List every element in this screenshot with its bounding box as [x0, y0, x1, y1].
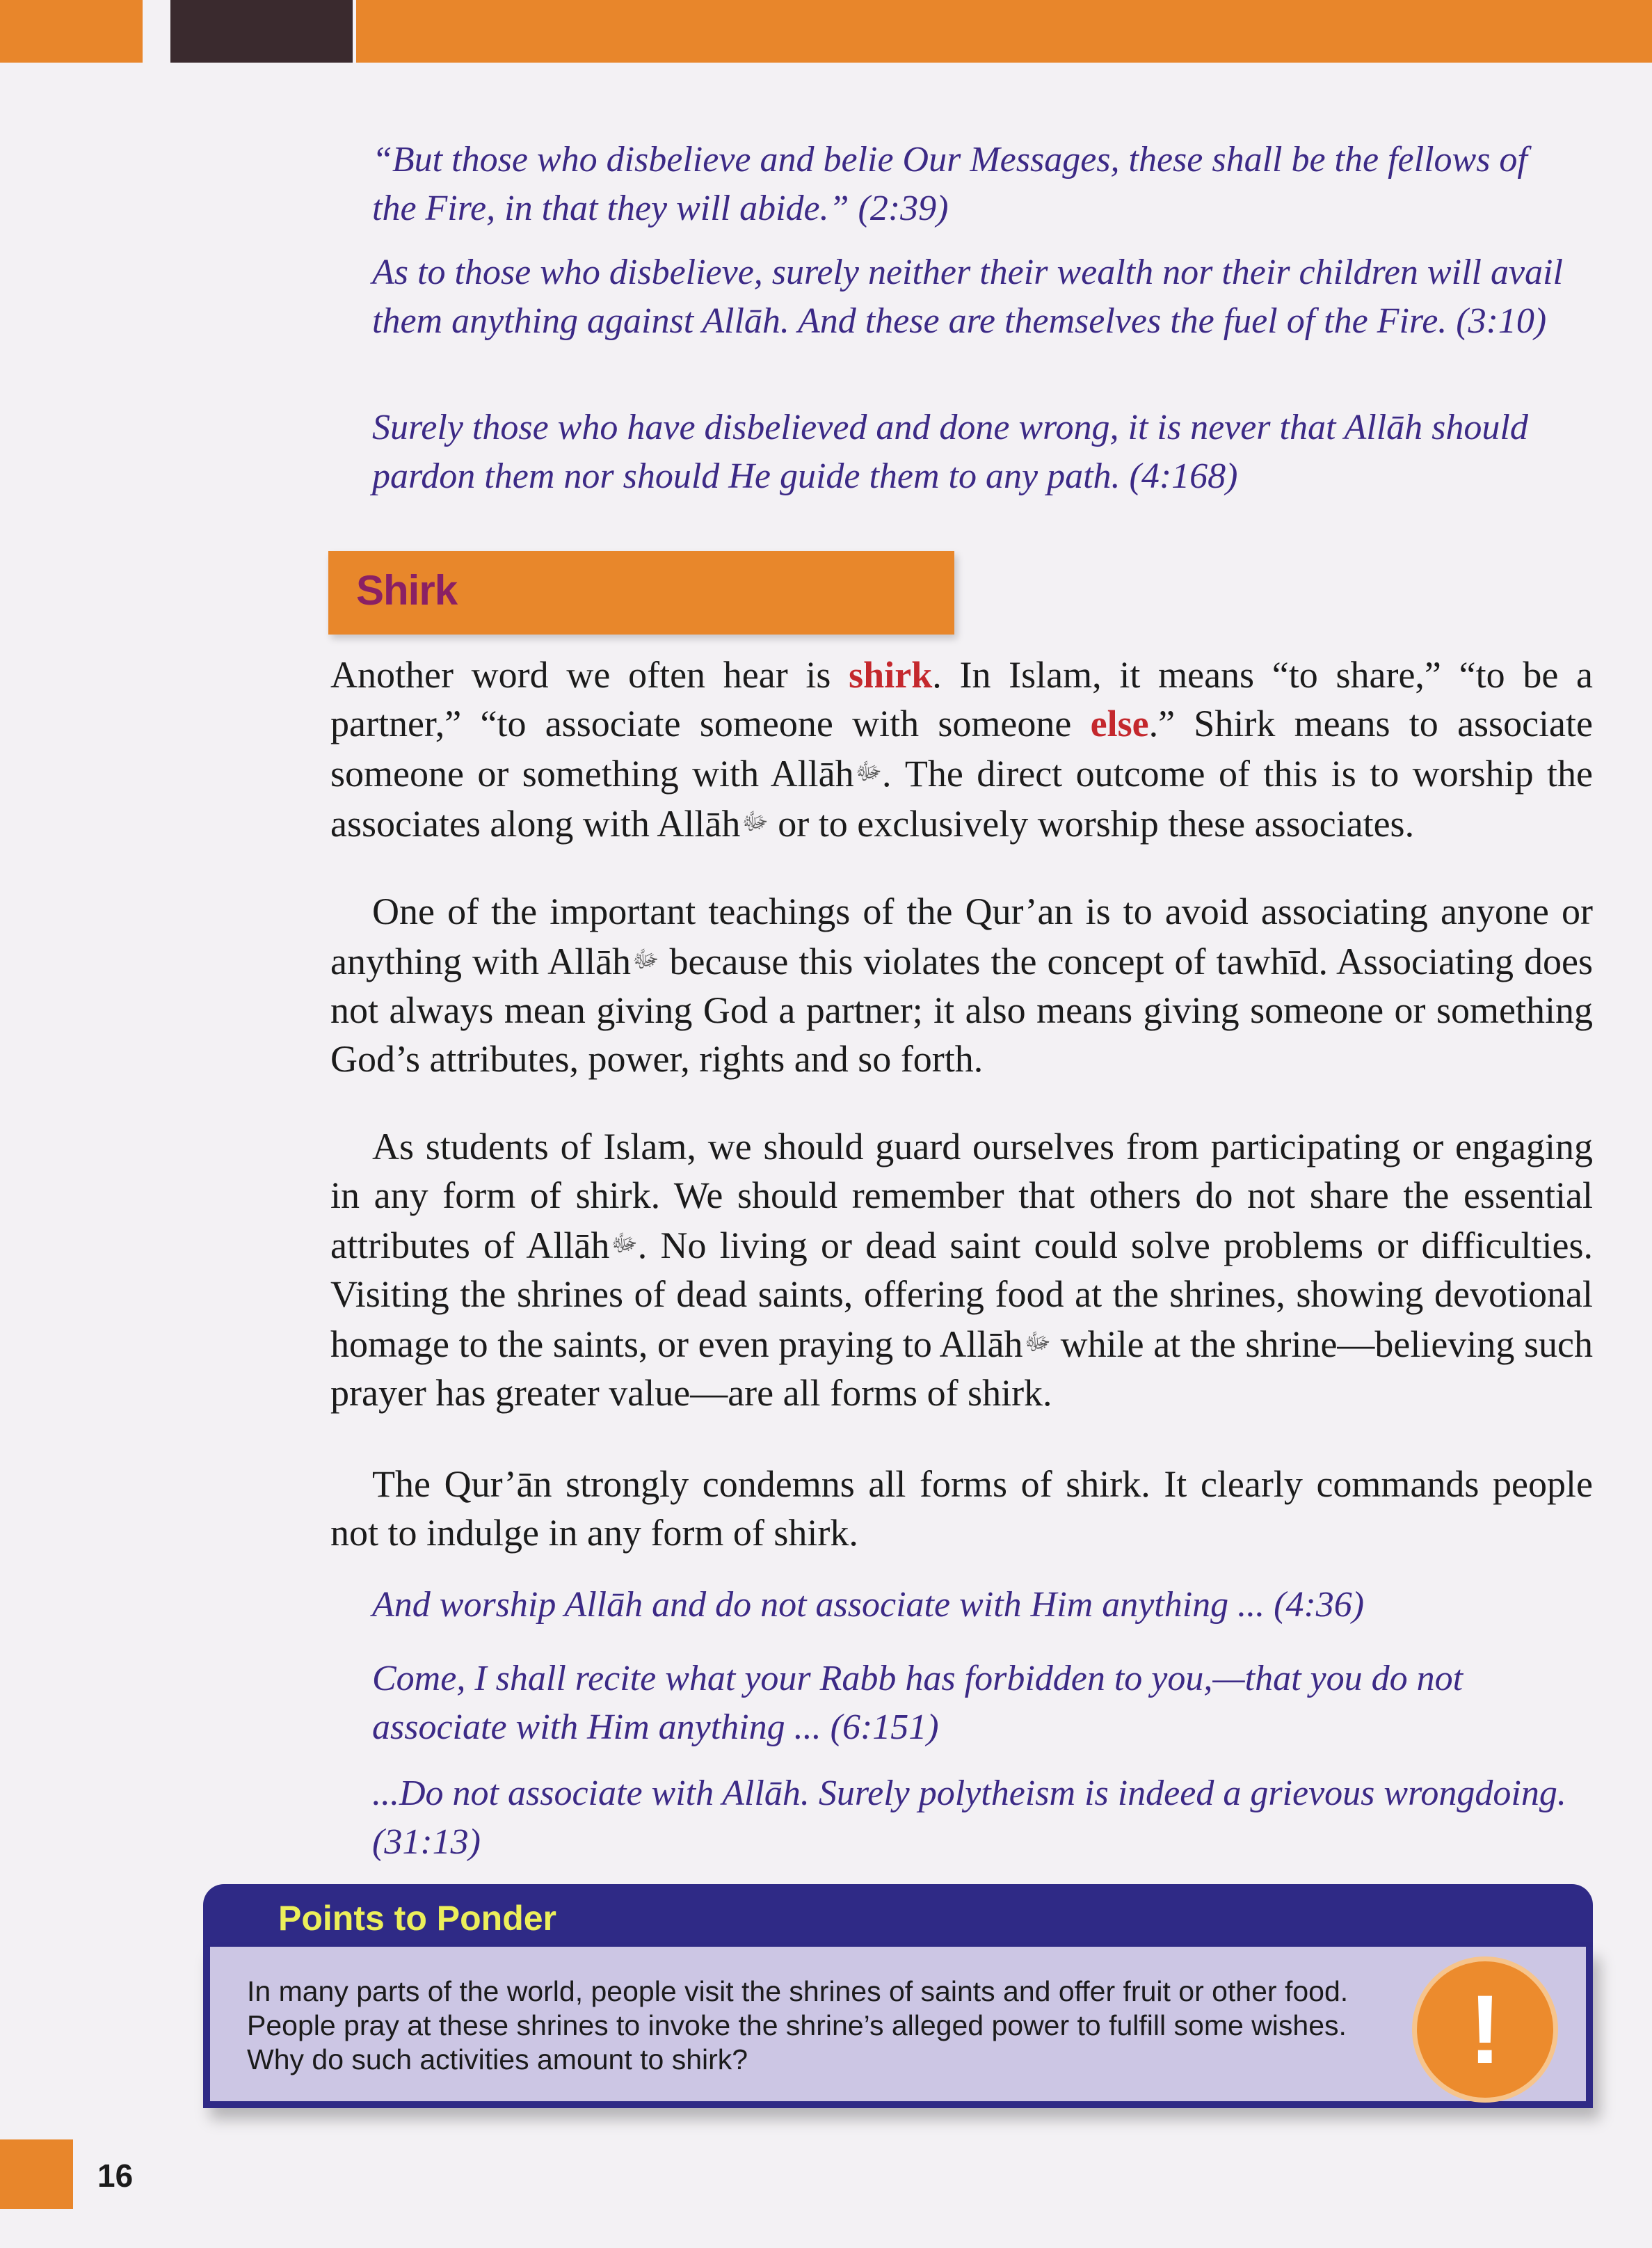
honorific-glyph: ﷻ	[611, 1231, 638, 1257]
page-tab	[0, 2139, 73, 2209]
points-to-ponder-title: Points to Ponder	[278, 1899, 556, 1938]
page-number: 16	[97, 2158, 134, 2194]
paragraph-quran-condemns: The Qur’ān strongly condemns all forms of shirk. It clearly commands people not to indulge in any form of shirk.	[330, 1463, 1593, 1554]
top-thumbnail-image	[170, 0, 353, 63]
exclamation-icon: !	[1412, 1956, 1558, 2103]
points-to-ponder-text: In many parts of the world, people visit the shrines of saints and offer fruit or other food. People pray at these shrines to invoke the shrine’s alleged power to fulfill some wishes. Why do such activities amount to shirk?	[247, 1975, 1349, 2075]
verse-2-39: “But those who disbelieve and belie Our Messages, these shall be the fellows of the Fire, in that they will abide.” (2:39)	[372, 140, 1527, 228]
section-heading: Shirk	[356, 567, 458, 614]
honorific-glyph: ﷻ	[632, 947, 659, 973]
points-to-ponder-header	[203, 1884, 1593, 1954]
verse-4-36: And worship Allāh and do not associate with Him anything ... (4:36)	[372, 1585, 1365, 1625]
verse-6-151: Come, I shall recite what your Rabb has forbidden to you,—that you do not associate with Him anything ... (6:151)	[372, 1659, 1463, 1747]
top-orange-bar-right	[356, 0, 1652, 63]
verse-31-13: ...Do not associate with Allāh. Surely polytheism is indeed a grievous wrongdoing. (31:13)	[372, 1773, 1566, 1862]
verse-4-168: Surely those who have disbelieved and done wrong, it is never that Allāh should pardon them nor should He guide them to any path. (4:168)	[372, 408, 1528, 496]
top-orange-bar-left	[0, 0, 143, 63]
highlight-else: else	[1090, 703, 1149, 744]
honorific-glyph: ﷻ	[741, 809, 769, 835]
honorific-glyph: ﷻ	[855, 759, 882, 785]
honorific-glyph: ﷻ	[1024, 1330, 1051, 1355]
section-heading-bar	[328, 551, 954, 635]
paragraph-students-of-islam: As students of Islam, we should guard ourselves from participating or engaging in any form of shirk. We should remember that others do not share the essential attributes of Allāhﷻ. No living or dead saint could solve problems or difficulties. Visiting the shrines of dead saints, offering food at the shrines, showing devotional homage to the saints, or even praying to Allāhﷻ while at the shrine—believing such prayer has greater value—are all forms of shirk.	[330, 1126, 1594, 1414]
paragraph-shirk-definition: Another word we often hear is shirk. In Islam, it means “to share,” “to be a partner,” “to associate someone with someone else.” Shirk means to associate someone or something with Allāhﷻ. The direct outcome of this is to worship the associates along with Allāhﷻ or to exclusively worship these associates.	[330, 654, 1593, 845]
paragraph-quran-teaching: One of the important teachings of the Qur’an is to avoid associating anyone or anything with Allāhﷻ because this violates the concept of tawhīd. Associating does not always mean giving God a partner; it also means giving someone or something God’s attributes, power, rights and so forth.	[330, 891, 1594, 1080]
highlight-shirk: shirk	[849, 654, 933, 696]
verse-3-10: As to those who disbelieve, surely neither their wealth nor their children will avail them anything against Allāh. And these are themselves the fuel of the Fire. (3:10)	[372, 253, 1563, 341]
